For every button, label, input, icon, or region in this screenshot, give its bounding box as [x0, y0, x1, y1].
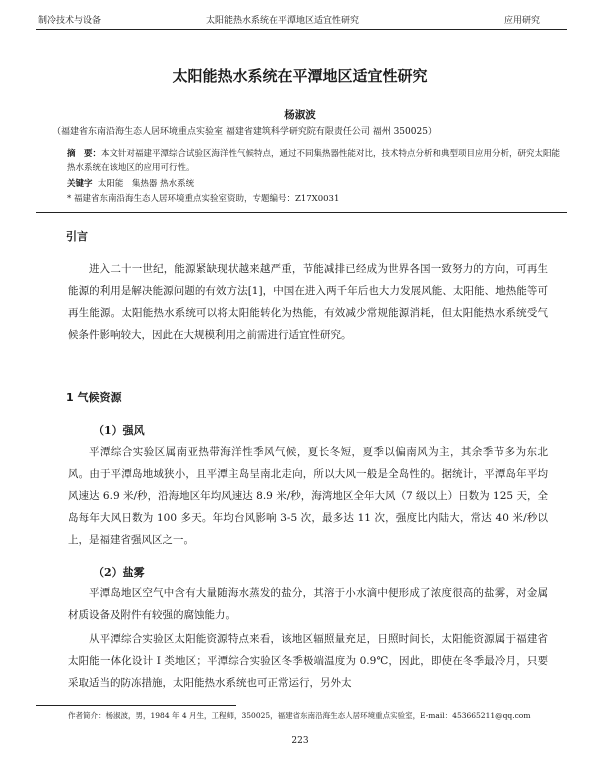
salt-fog-paragraph: 平潭岛地区空气中含有大量随海水蒸发的盐分，其溶于小水滴中便形成了浓度很高的盐雾，对金属材质设备及附件有较强的腐蚀能力。	[68, 587, 548, 621]
intro-paragraph: 进入二十一世纪，能源紧缺现状越来越严重，节能减排已经成为世界各国一致努力的方向，可再生能源的利用是解决能源问题的有效方法[1]，中国在进入两千年后也大力发展风能、太阳能、地热能等可再生能源。太阳能热水系统可以将太阳能转化为热能，有效减少常规能源消耗，但太阳能热水系统受气候条件影响较大，因此在大规模利用之前需进行适宜性研究。	[68, 263, 548, 341]
author-footnote: 作者简介：杨淑波，男，1984 年 4 月生，工程师，350025，福建省东南沿海生态人居环境重点实验室，E-mail：453665211@qq.com	[68, 711, 531, 720]
funding-note: * 福建省东南沿海生态人居环境重点实验室资助，专题编号：Z17X0031	[67, 194, 340, 204]
author-affiliation: （福建省东南沿海生态人居环境重点实验室 福建省建筑科学研究院有限责任公司 福州 350025）	[52, 127, 437, 137]
article-title: 太阳能热水系统在平潭地区适宜性研究	[172, 67, 428, 85]
strong-wind-paragraph: 平潭综合实验区属南亚热带海洋性季风气候，夏长冬短，夏季以偏南风为主，其余季节多为东北风。由于平潭岛地域狭小，且平潭主岛呈南北走向，所以大风一般是全岛性的。据统计，平潭岛年平均风速达 6.9 米/秒，沿海地区年均风速达 8.9 米/秒，海湾地区全年大风（7 级以上）日数为 125 天，全岛每年大风日数为 100 多天。年均台风影响 3-5 次，最多达 11 次，强度比内陆大，常达 40 米/秒以上，是福建省强风区之一。	[68, 446, 548, 546]
header-section: 应用研究	[503, 16, 540, 26]
footnote-rule	[36, 705, 236, 706]
header-article-title: 太阳能热水系统在平潭地区适宜性研究	[206, 16, 360, 26]
strong-wind-heading: （1）强风	[93, 424, 145, 437]
running-header	[0, 13, 600, 27]
keywords-label: 关键字	[67, 179, 93, 189]
page-number: 223	[291, 736, 309, 746]
abstract-rule	[36, 212, 567, 213]
keywords	[67, 177, 567, 191]
intro-heading: 引言	[66, 230, 88, 243]
header-rule	[36, 29, 567, 30]
author-name: 杨淑波	[284, 109, 316, 121]
funding-text: 福建省东南沿海生态人居环境重点实验室资助，专题编号：Z17X0031	[73, 194, 340, 204]
keywords-text: 太阳能 集热器 热水系统	[97, 179, 195, 189]
climate-heading: 1 气候资源	[66, 391, 122, 404]
abstract-text: 本文针对福建平潭综合试验区海洋性气候特点，通过不同集热器性能对比，技术特点分析和典型项目应用分析，研究太阳能热水系统在该地区的应用可行性。	[67, 149, 561, 173]
solar-resource-paragraph: 从平潭综合实验区太阳能资源特点来看，该地区辐照量充足，日照时间长，太阳能资源属于福建省太阳能一体化设计 I 类地区；平潭综合实验区冬季极端温度为 0.9℃，因此，即使在冬季最冷月，只要采取适当的防冻措施，太阳能热水系统也可正常运行，另外太	[68, 633, 548, 689]
journal-name: 制冷技术与设备	[38, 16, 102, 26]
abstract	[67, 147, 567, 175]
salt-fog-heading: （2）盐雾	[93, 566, 145, 579]
abstract-label: 摘 要：	[67, 149, 102, 159]
